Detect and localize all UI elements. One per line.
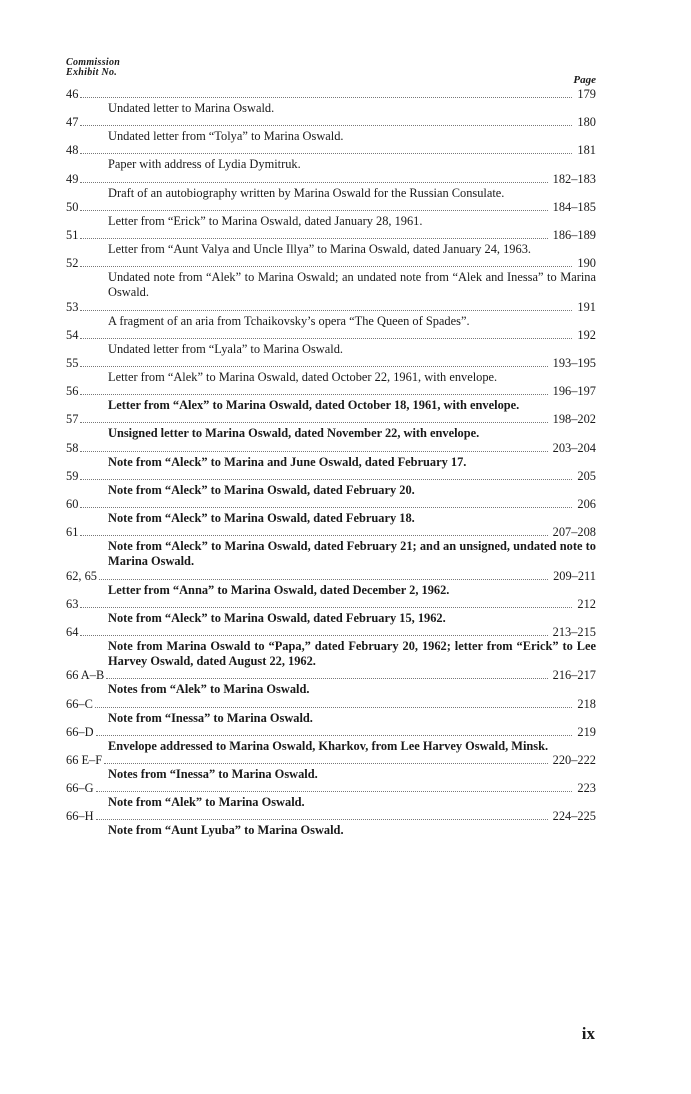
dot-leader [80, 309, 572, 311]
exhibit-entry [66, 669, 596, 697]
page-number: 218 [577, 696, 596, 711]
exhibit-entry [66, 413, 596, 441]
page-number: 207–208 [552, 525, 596, 540]
exhibit-number: 59 [66, 468, 79, 483]
commission-label: Commission [66, 57, 121, 68]
exhibit-entry [66, 726, 596, 754]
exhibit-description: Note from “Aleck” to Marina Oswald, dated February 18. [108, 511, 415, 526]
exhibit-description: A fragment of an aria from Tchaikovsky’s opera “The Queen of Spades”. [108, 313, 470, 328]
page-number: 219 [577, 724, 596, 739]
page-number: 196–197 [552, 384, 596, 399]
exhibit-number: 58 [66, 440, 79, 455]
exhibit-description: Undated letter from “Lyala” to Marina Oswald. [108, 341, 343, 356]
exhibit-entry [66, 570, 596, 598]
exhibit-entry [66, 201, 596, 229]
dot-leader [80, 393, 547, 395]
dot-leader [80, 181, 547, 183]
exhibit-number: 52 [66, 256, 79, 271]
exhibit-entry [66, 782, 596, 810]
dot-leader [80, 450, 547, 452]
page-number: 182–183 [552, 171, 596, 186]
page-number: 180 [577, 115, 596, 130]
dot-leader [80, 265, 572, 267]
exhibit-number: 46 [66, 87, 79, 101]
column-header [66, 58, 596, 88]
exhibit-entry [66, 754, 596, 782]
page-number: 203–204 [552, 440, 596, 455]
exhibit-description: Note from “Inessa” to Marina Oswald. [108, 710, 313, 725]
exhibit-description: Notes from “Inessa” to Marina Oswald. [108, 767, 318, 782]
exhibit-description: Letter from “Erick” to Marina Oswald, dated January 28, 1961. [108, 213, 423, 228]
exhibit-number: 66–G [66, 781, 94, 796]
dot-leader [80, 365, 547, 367]
exhibit-description: Unsigned letter to Marina Oswald, dated November 22, with envelope. [108, 426, 480, 441]
exhibit-number: 54 [66, 327, 79, 342]
exhibit-description: Notes from “Alek” to Marina Oswald. [108, 682, 310, 697]
exhibit-description: Note from Marina Oswald to “Papa,” dated February 20, 1962; letter from “Erick” to Lee Harvey Oswald, dated August 22, 1962. [108, 639, 596, 669]
exhibit-number-line [66, 726, 596, 739]
exhibit-entry [66, 229, 596, 257]
exhibit-description: Undated note from “Alek” to Marina Oswald; an undated note from “Alek and Inessa” to Marina Oswald. [108, 270, 596, 300]
exhibit-number: 51 [66, 228, 79, 243]
exhibit-list [66, 88, 596, 839]
exhibit-number: 66–H [66, 809, 94, 824]
exhibit-description: Letter from “Anna” to Marina Oswald, dated December 2, 1962. [108, 582, 450, 597]
exhibit-description: Undated letter to Marina Oswald. [108, 101, 275, 115]
exhibit-number-line [66, 88, 596, 101]
exhibit-number-line [66, 698, 596, 711]
exhibit-number-line [66, 229, 596, 242]
exhibit-number: 66–C [66, 696, 93, 711]
exhibit-entry [66, 598, 596, 626]
exhibit-number: 66–D [66, 724, 94, 739]
exhibit-description: Letter from “Alek” to Marina Oswald, dated October 22, 1961, with envelope. [108, 370, 498, 385]
page-number: 209–211 [553, 568, 596, 583]
exhibit-description: Note from “Aleck” to Marina and June Oswald, dated February 17. [108, 454, 467, 469]
exhibit-entry [66, 698, 596, 726]
dot-leader [80, 209, 547, 211]
exhibit-entry [66, 116, 596, 144]
exhibit-entry [66, 626, 596, 669]
exhibit-entry [66, 173, 596, 201]
exhibit-number: 64 [66, 625, 79, 640]
exhibit-number-line [66, 810, 596, 823]
page-number: 192 [577, 327, 596, 342]
dot-leader [99, 578, 548, 580]
exhibit-number: 57 [66, 412, 79, 427]
exhibit-entry [66, 470, 596, 498]
dot-leader [80, 337, 572, 339]
exhibit-number: 47 [66, 115, 79, 130]
exhibit-description: Draft of an autobiography written by Marina Oswald for the Russian Consulate. [108, 185, 505, 200]
page-number: 179 [577, 87, 596, 101]
exhibit-number-line [66, 257, 596, 270]
exhibit-description: Note from “Aleck” to Marina Oswald, dated February 20. [108, 482, 415, 497]
page-number: 205 [577, 468, 596, 483]
exhibit-entry [66, 526, 596, 569]
exhibit-number-line [66, 598, 596, 611]
exhibit-no-label: Exhibit No. [66, 67, 118, 78]
exhibit-description: Letter from “Aunt Valya and Uncle Illya” to Marina Oswald, dated January 24, 1963. [108, 242, 531, 257]
exhibit-number: 60 [66, 497, 79, 512]
exhibit-number: 53 [66, 299, 79, 314]
dot-leader [96, 818, 548, 820]
exhibit-number: 62, 65 [66, 568, 97, 583]
dot-leader [96, 790, 573, 792]
exhibit-entry [66, 301, 596, 329]
exhibit-description: Envelope addressed to Marina Oswald, Kharkov, from Lee Harvey Oswald, Minsk. [108, 738, 549, 753]
page-number: 224–225 [552, 809, 596, 824]
exhibit-entry [66, 810, 596, 838]
exhibit-description: Letter from “Alex” to Marina Oswald, dated October 18, 1961, with envelope. [108, 398, 520, 413]
exhibit-entry [66, 88, 596, 116]
exhibit-number-line [66, 413, 596, 426]
dot-leader [80, 506, 572, 508]
exhibit-number-line [66, 144, 596, 157]
exhibit-number: 55 [66, 356, 79, 371]
page-number: 181 [577, 143, 596, 158]
exhibit-number-line [66, 669, 596, 682]
page-number: 213–215 [552, 625, 596, 640]
page-number: 220–222 [552, 753, 596, 768]
page-number: 206 [577, 497, 596, 512]
dot-leader [80, 606, 572, 608]
exhibit-number-line [66, 116, 596, 129]
exhibit-description: Note from “Aleck” to Marina Oswald, dated February 15, 1962. [108, 610, 446, 625]
exhibit-entry [66, 257, 596, 300]
dot-leader [80, 124, 572, 126]
exhibit-entry [66, 329, 596, 357]
exhibit-description: Undated letter from “Tolya” to Marina Oswald. [108, 129, 344, 144]
dot-leader [80, 152, 572, 154]
exhibit-number: 56 [66, 384, 79, 399]
exhibit-number-line [66, 782, 596, 795]
exhibit-description: Note from “Alek” to Marina Oswald. [108, 795, 305, 810]
exhibit-entry [66, 357, 596, 385]
exhibit-description: Note from “Aunt Lyuba” to Marina Oswald. [108, 823, 344, 838]
exhibit-entry [66, 385, 596, 413]
dot-leader [104, 762, 547, 764]
exhibit-number-line [66, 329, 596, 342]
exhibit-number: 63 [66, 596, 79, 611]
exhibit-number-line [66, 201, 596, 214]
exhibit-number-line [66, 385, 596, 398]
exhibit-entry [66, 144, 596, 172]
exhibit-number-line [66, 526, 596, 539]
exhibit-number-line [66, 301, 596, 314]
dot-leader [96, 734, 573, 736]
exhibit-number: 66 A–B [66, 668, 105, 683]
exhibit-description: Paper with address of Lydia Dymitruk. [108, 157, 301, 172]
exhibit-number-line [66, 173, 596, 186]
exhibit-number-line [66, 626, 596, 639]
dot-leader [106, 677, 547, 679]
exhibit-number: 66 E–F [66, 753, 103, 768]
exhibit-entry [66, 442, 596, 470]
exhibit-number: 48 [66, 143, 79, 158]
page-number: 186–189 [552, 228, 596, 243]
page-number: 223 [577, 781, 596, 796]
dot-leader [80, 634, 547, 636]
dot-leader [80, 478, 572, 480]
page-number: 191 [577, 299, 596, 314]
exhibit-number-line [66, 470, 596, 483]
page-number: 216–217 [552, 668, 596, 683]
exhibit-number: 50 [66, 199, 79, 214]
page-folio: ix [581, 1024, 595, 1043]
dot-leader [80, 534, 547, 536]
exhibit-description: Note from “Aleck” to Marina Oswald, dated February 21; and an unsigned, undated note to Marina Oswald. [108, 539, 596, 569]
page-number: 193–195 [552, 356, 596, 371]
exhibit-number-line [66, 442, 596, 455]
exhibit-entry [66, 498, 596, 526]
exhibit-number-line [66, 357, 596, 370]
page-number: 198–202 [552, 412, 596, 427]
dot-leader [95, 706, 573, 708]
page-number: 212 [577, 596, 596, 611]
exhibit-number-line [66, 498, 596, 511]
page-number: 184–185 [552, 199, 596, 214]
contents-page [66, 58, 596, 839]
dot-leader [80, 96, 572, 98]
exhibit-number-line [66, 754, 596, 767]
page-number: 190 [577, 256, 596, 271]
dot-leader [80, 237, 547, 239]
dot-leader [80, 421, 547, 423]
exhibit-number: 61 [66, 525, 79, 540]
page-column-label: Page [573, 74, 596, 86]
exhibit-number: 49 [66, 171, 79, 186]
exhibit-number-line [66, 570, 596, 583]
